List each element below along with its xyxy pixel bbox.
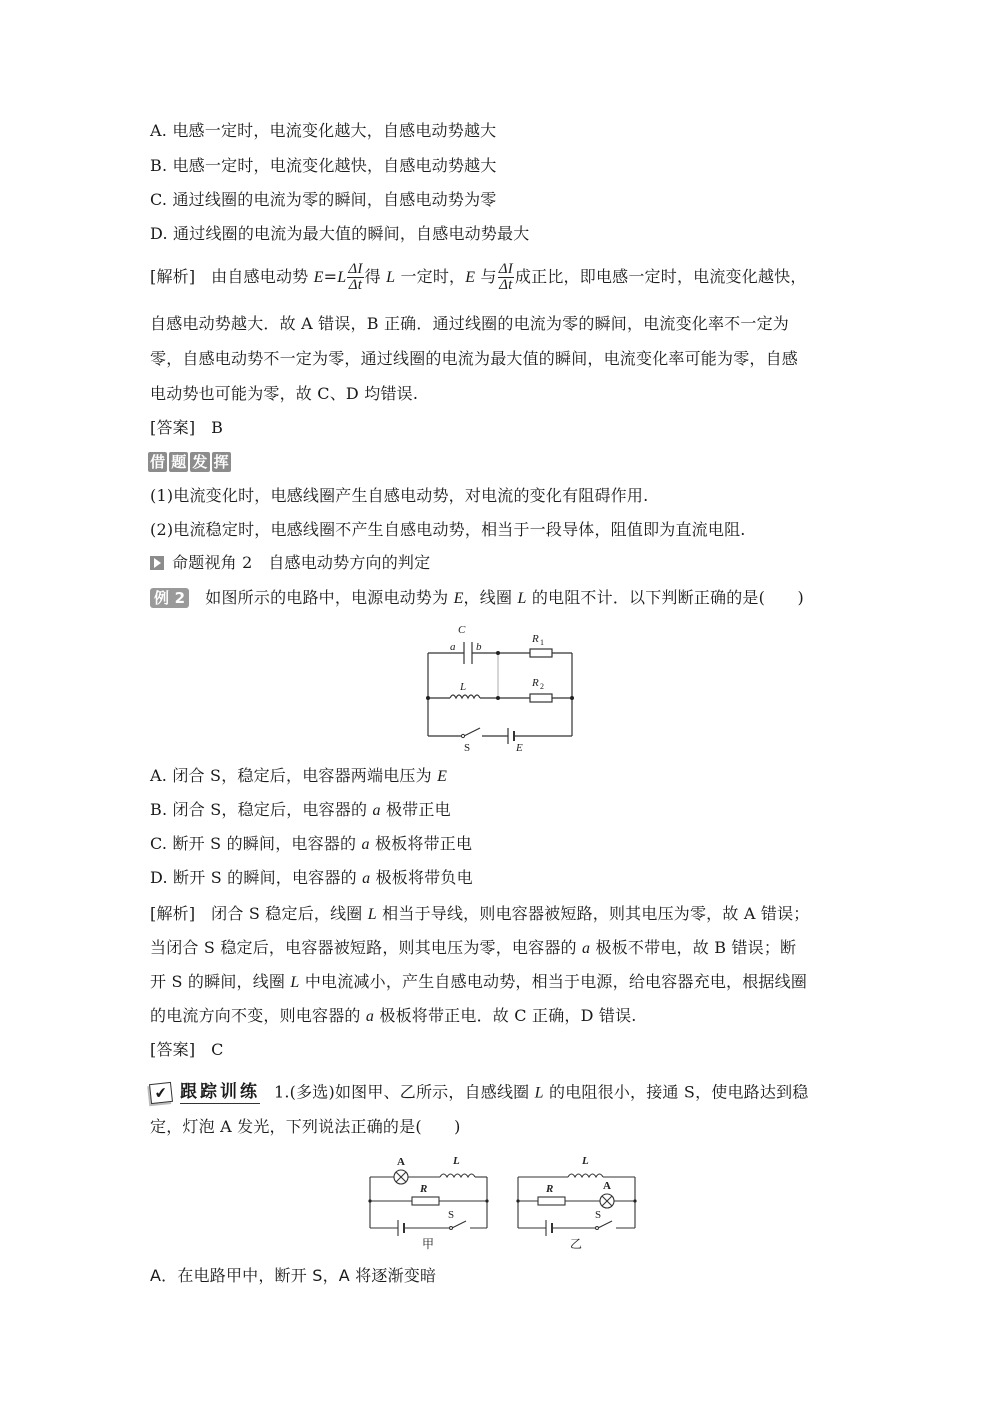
play-triangle-icon: [150, 556, 164, 570]
q2-option-c: C. 断开 S 的瞬间，电容器的 a 极板将带正电: [150, 834, 473, 853]
analysis-2-line-3: 开 S 的瞬间，线圈 L 中电流减小，产生自感电动势，相当于电源，给电容器充电，根据线圈: [150, 972, 808, 991]
answer-2: [答案] C: [150, 1040, 224, 1059]
q3-option-a: A．在电路甲中，断开 S，A 将逐渐变暗: [150, 1266, 437, 1285]
svg-text:b: b: [476, 641, 482, 653]
analysis-1-line-4: 电动势也可能为零，故 C、D 均错误.: [150, 384, 419, 403]
svg-text:A: A: [603, 1180, 611, 1192]
q1-option-d: D. 通过线圈的电流为最大值的瞬间，自感电动势最大: [150, 224, 530, 243]
extension-point-2: (2)电流稳定时，电感线圈不产生自感电动势，相当于一段导体，阻值即为直流电阻.: [150, 520, 746, 539]
svg-text:a: a: [450, 641, 456, 653]
tracking-heading: ✔ 跟踪训练: [150, 1082, 260, 1104]
perspective-heading: 命题视角 2 自感电动势方向的判定: [150, 553, 430, 573]
svg-text:C: C: [458, 624, 466, 636]
example-2-question: 例 2 如图所示的电路中，电源电动势为 E，线圈 L 的电阻不计．以下判断正确的是( ): [150, 588, 804, 609]
q1-option-c: C. 通过线圈的电流为零的瞬间，自感电动势为零: [150, 190, 497, 209]
analysis-2-line-4: 的电流方向不变，则电容器的 a 极板将带正电．故 C 正确，D 错误.: [150, 1006, 637, 1025]
tracking-question-line-2: 定，灯泡 A 发光，下列说法正确的是( ): [150, 1117, 461, 1136]
svg-text:S: S: [448, 1209, 455, 1221]
svg-text:L: L: [582, 1155, 589, 1167]
q2-option-b: B. 闭合 S，稳定后，电容器的 a 极带正电: [150, 800, 451, 819]
analysis-1-line-1: [解析] 由自感电动势 E=L $\frac{\Delta I}{\Delta t}$ 得 L 一定时，E 与 $\frac{\Delta I}{\Delta t}$ 成正比，即电感一定时，电流变化越快，: [150, 261, 807, 293]
svg-text:S: S: [464, 742, 471, 754]
extension-point-1: (1)电流变化时，电感线圈产生自感电动势，对电流的变化有阻碍作用.: [150, 486, 649, 505]
svg-text:R: R: [532, 633, 539, 645]
analysis-2-line-1: [解析] 闭合 S 稳定后，线圈 L 相当于导线，则电容器被短路，则其电压为零，故 A 错误；: [150, 904, 810, 923]
fraction-di-dt: $\frac{\Delta I}{\Delta t}$: [348, 261, 363, 293]
q1-option-a: A. 电感一定时，电流变化越大，自感电动势越大: [150, 121, 497, 140]
extension-tag: 借 题 发 挥: [150, 453, 229, 471]
analysis-2-line-2: 当闭合 S 稳定后，电容器被短路，则其电压为零，电容器的 a 极板不带电，故 B 错误；断: [150, 938, 797, 957]
svg-text:R: R: [532, 677, 539, 689]
q2-option-a: A. 闭合 S，稳定后，电容器两端电压为 E: [150, 766, 448, 785]
svg-text:S: S: [595, 1209, 602, 1221]
svg-text:R: R: [420, 1183, 428, 1195]
svg-text:L: L: [453, 1155, 460, 1167]
fraction-di-dt: $\frac{\Delta I}{\Delta t}$: [498, 261, 513, 293]
q1-option-b: B. 电感一定时，电流变化越快，自感电动势越大: [150, 156, 497, 175]
svg-text:1: 1: [540, 638, 544, 647]
circuit-diagrams-jia-yi: [360, 1148, 645, 1253]
svg-text:甲: 甲: [422, 1237, 435, 1251]
example-badge: 例 2: [150, 588, 189, 608]
svg-text:乙: 乙: [570, 1237, 583, 1251]
analysis-1-line-2: 自感电动势越大．故 A 错误，B 正确．通过线圈的电流为零的瞬间，电流变化率不一定为: [150, 314, 789, 333]
analysis-1-line-3: 零，自感电动势不一定为零，通过线圈的电流为最大值的瞬间，电流变化率可能为零，自感: [150, 349, 799, 368]
svg-text:E: E: [516, 742, 523, 754]
tracking-question-line-1: ✔ 跟踪训练 1.(多选)如图甲、乙所示，自感线圈 L 的电阻很小，接通 S，使电路达到稳: [150, 1082, 808, 1104]
svg-text:A: A: [397, 1156, 405, 1168]
circuit-diagram-1: [420, 620, 585, 755]
checkmark-icon: ✔: [149, 1082, 173, 1104]
svg-text:R: R: [546, 1183, 554, 1195]
q2-option-d: D. 断开 S 的瞬间，电容器的 a 极板将带负电: [150, 868, 473, 887]
svg-text:2: 2: [540, 682, 544, 691]
svg-text:L: L: [460, 681, 467, 693]
answer-1: [答案] B: [150, 418, 224, 437]
